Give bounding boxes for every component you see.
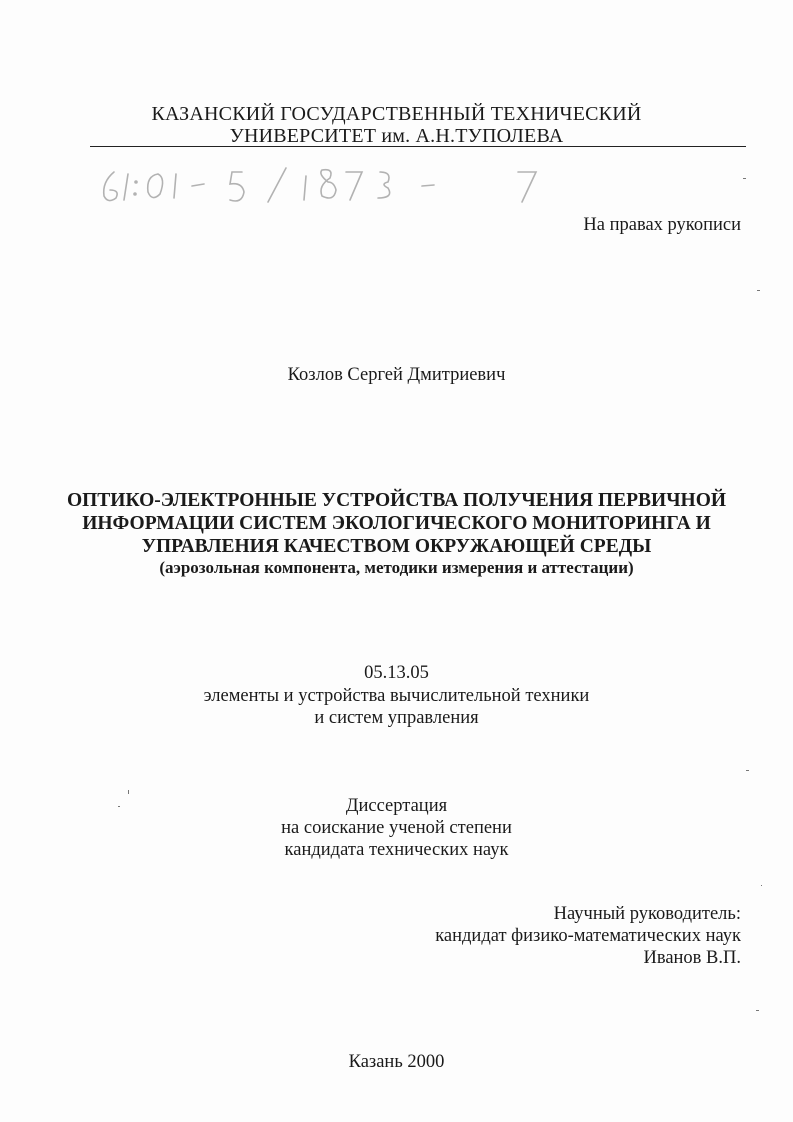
scan-speck (743, 178, 746, 179)
scan-speck (761, 885, 762, 886)
header-divider (90, 146, 746, 147)
title-line1: ОПТИКО-ЭЛЕКТРОННЫЕ УСТРОЙСТВА ПОЛУЧЕНИЯ ПЕРВИЧНОЙ (66, 490, 727, 511)
scan-speck (118, 806, 120, 807)
degree-purpose: на соискание ученой степени (281, 818, 512, 838)
specialty-name-line1: элементы и устройства вычислительной техники (203, 686, 590, 706)
manuscript-rights-note: На правах рукописи (583, 215, 741, 235)
city-year: Казань 2000 (348, 1052, 445, 1072)
author-name: Козлов Сергей Дмитриевич (287, 365, 506, 385)
title-line2: ИНФОРМАЦИИ СИСТЕМ ЭКОЛОГИЧЕСКОГО МОНИТОРИНГА И (82, 513, 711, 534)
supervisor-name: Иванов В.П. (643, 948, 741, 968)
scan-speck (128, 790, 129, 794)
specialty-code: 05.13.05 (364, 663, 429, 683)
supervisor-label: Научный руководитель: (553, 904, 741, 924)
university-name-line2: УНИВЕРСИТЕТ им. А.Н.ТУПОЛЕВА (229, 125, 564, 147)
scan-speck (757, 290, 760, 291)
university-name-line1: КАЗАНСКИЙ ГОСУДАРСТВЕННЫЙ ТЕХНИЧЕСКИЙ (151, 103, 642, 125)
specialty-name-line2: и систем управления (314, 708, 479, 728)
scan-speck (756, 1010, 759, 1011)
degree-level: кандидата технических наук (284, 840, 509, 860)
handwritten-catalog-stamp (92, 160, 562, 220)
degree-type: Диссертация (345, 796, 448, 816)
scan-speck (746, 770, 749, 771)
title-subtitle: (аэрозольная компонента, методики измерения и аттестации) (159, 558, 634, 577)
supervisor-degree: кандидат физико-математических наук (435, 926, 741, 946)
title-line3: УПРАВЛЕНИЯ КАЧЕСТВОМ ОКРУЖАЮЩЕЙ СРЕДЫ (141, 536, 652, 557)
